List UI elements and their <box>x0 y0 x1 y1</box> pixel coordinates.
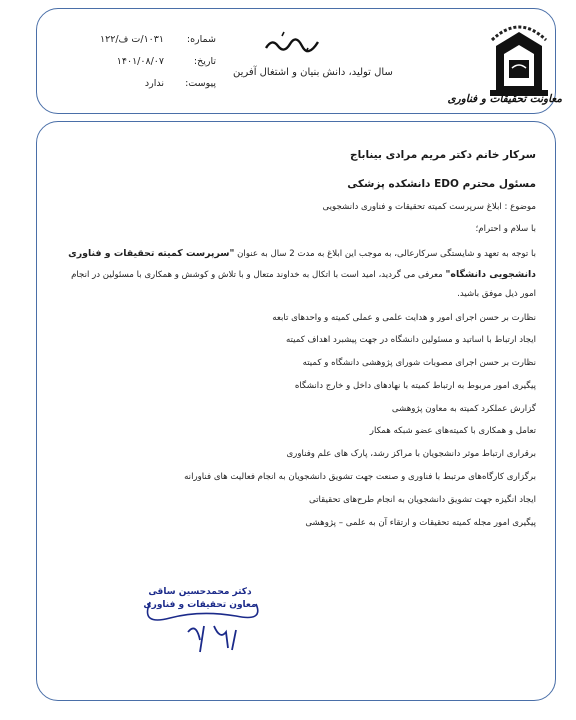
list-item: ایجاد ارتباط با اساتید و مسئولین دانشگاه در جهت پیشبرد اهداف کمیته <box>285 335 536 346</box>
list-item: ایجاد انگیزه جهت تشویق دانشجویان به انجام طرح‌های تحقیقاتی <box>308 494 536 505</box>
letter-content <box>36 121 556 534</box>
signer-name: دکتر محمدحسین ساقی <box>148 587 252 597</box>
duties-list <box>56 307 536 535</box>
meta-date: تاریخ: ۱۴۰۱/۰۸/۰۷ <box>116 55 216 67</box>
org-name: معاونت تحقیقات و فناوری <box>447 93 562 105</box>
list-item: برگزاری کارگاه‌های مرتبط با فناوری و صنعت جهت تشویق دانشجویان به انجام فعالیت های فناورانه <box>184 472 536 483</box>
intro-paragraph: با توجه به تعهد و شایستگی سرکارعالی، به موجب این ابلاغ به مدت 2 سال به عنوان "سرپرست کمیته تحقیقات و فناوری دانشجویی دانشگاه" معرفی می گردید، امید است با اتکال به خداوند متعال و با تلاش و کوشش و همکاری با مسئولین در انجام امور ذیل موفق باشید. <box>68 248 536 299</box>
list-item: گزارش عملکرد کمیته به معاون پژوهشی <box>391 403 536 414</box>
recipient-name: سرکار خانم دکتر مریم مرادی بیناباج <box>350 149 536 161</box>
signer-block <box>125 586 275 612</box>
list-item: پیگیری امور مربوط به ارتباط کمیته با نهادهای داخل و خارج دانشگاه <box>294 380 536 391</box>
recipient-title: مسئول محترم EDO دانشکده پزشکی <box>347 178 536 190</box>
letter-subject: موضوع : ابلاغ سرپرست کمیته تحقیقات و فناوری دانشجویی <box>322 202 536 212</box>
year-slogan: سال تولید، دانش بنیان و اشتغال آفرین <box>233 67 393 78</box>
list-item: پیگیری امور مجله کمیته تحقیقات و ارتقاء آن به علمی – پژوهشی <box>305 517 536 528</box>
meta-number: شماره: ۱۰۳۱/ت ف/۱۲۲ <box>100 33 216 45</box>
list-item: تعامل و همکاری با کمیته‌های عضو شبکه همکار <box>369 426 536 437</box>
letter-meta <box>76 28 216 94</box>
calligraphy-icon <box>262 30 322 56</box>
appointment-title: "سرپرست کمیته تحقیقات و فناوری دانشجویی دانشگاه" <box>68 248 536 280</box>
list-item: برقراری ارتباط موثر دانشجویان با مراکز رشد، پارک های علم وفناوری <box>286 449 536 460</box>
signer-title: معاون تحقیقات و فناوری <box>143 600 257 610</box>
meta-attachment: پیوست: ندارد <box>144 77 216 89</box>
greeting: با سلام و احترام؛ <box>475 224 536 234</box>
list-item: نظارت بر حسن اجرای امور و هدایت علمی و عملی کمیته و واحدهای تابعه <box>272 312 536 323</box>
list-item: نظارت بر حسن اجرای مصوبات شورای پژوهشی دانشگاه و کمیته <box>302 358 536 369</box>
university-logo-icon <box>474 10 564 100</box>
